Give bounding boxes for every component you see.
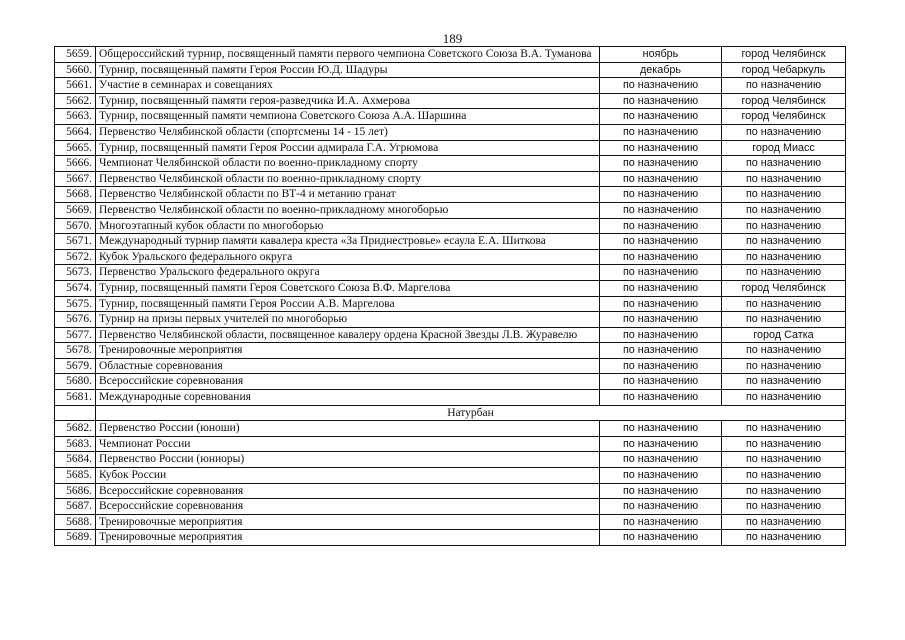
event-place: по назначению [722,312,846,328]
table-row [55,499,846,515]
table-row [55,421,846,437]
row-number: 5670. [55,218,96,234]
event-place: по назначению [722,390,846,406]
row-number: 5677. [55,327,96,343]
event-place: по назначению [722,265,846,281]
table-row [55,483,846,499]
event-place: по назначению [722,530,846,546]
table-row [55,390,846,406]
event-name: Международный турнир памяти кавалера креста «За Приднестровье» есаула Е.А. Шиткова [96,234,600,250]
event-name: Чемпионат Челябинской области по военно-прикладному спорту [96,156,600,172]
event-place: по назначению [722,374,846,390]
row-number: 5686. [55,483,96,499]
event-date: по назначению [600,218,722,234]
event-date: по назначению [600,202,722,218]
table-row [55,171,846,187]
event-place: город Миасс [722,140,846,156]
event-date: по назначению [600,78,722,94]
table-row [55,187,846,203]
table-row [55,436,846,452]
event-name: Международные соревнования [96,390,600,406]
event-name: Первенство Уральского федерального округа [96,265,600,281]
event-name: Турнир, посвященный памяти чемпиона Советского Союза А.А. Шаршина [96,109,600,125]
event-date: по назначению [600,265,722,281]
row-number: 5665. [55,140,96,156]
event-place: город Челябинск [722,93,846,109]
table-row [55,218,846,234]
table-row [55,296,846,312]
table-row [55,140,846,156]
event-name: Тренировочные мероприятия [96,514,600,530]
event-place: по назначению [722,156,846,172]
event-name: Турнир, посвященный памяти Героя России адмирала Г.А. Угрюмова [96,140,600,156]
row-number: 5669. [55,202,96,218]
event-place: по назначению [722,296,846,312]
table-row [55,234,846,250]
row-number: 5688. [55,514,96,530]
table-row [55,93,846,109]
table-row [55,468,846,484]
event-name: Первенство Челябинской области по военно-прикладному спорту [96,171,600,187]
events-table-body [55,47,846,546]
event-date: по назначению [600,514,722,530]
event-date: по назначению [600,140,722,156]
event-name: Первенство Челябинской области по военно-прикладному многоборью [96,202,600,218]
table-row [55,452,846,468]
event-place: по назначению [722,171,846,187]
row-number: 5666. [55,156,96,172]
event-date: по назначению [600,452,722,468]
event-place: по назначению [722,483,846,499]
table-row [55,358,846,374]
row-number: 5662. [55,93,96,109]
event-place: по назначению [722,421,846,437]
events-table [54,46,846,546]
row-number: 5685. [55,468,96,484]
event-date: декабрь [600,62,722,78]
row-number: 5664. [55,124,96,140]
event-place: по назначению [722,436,846,452]
event-name: Общероссийский турнир, посвященный памяти первого чемпиона Советского Союза В.А. Туманова [96,47,600,63]
event-place: город Челябинск [722,47,846,63]
row-number: 5681. [55,390,96,406]
section-header-row [55,405,846,421]
row-number: 5667. [55,171,96,187]
event-date: ноябрь [600,47,722,63]
event-name: Кубок Уральского федерального округа [96,249,600,265]
row-number: 5683. [55,436,96,452]
event-date: по назначению [600,343,722,359]
row-number: 5687. [55,499,96,515]
event-place: по назначению [722,468,846,484]
event-place: город Челябинск [722,280,846,296]
row-number: 5672. [55,249,96,265]
event-name: Турнир, посвященный памяти героя-разведчика И.А. Ахмерова [96,93,600,109]
event-date: по назначению [600,483,722,499]
event-date: по назначению [600,421,722,437]
event-date: по назначению [600,156,722,172]
table-row [55,343,846,359]
event-name: Участие в семинарах и совещаниях [96,78,600,94]
event-date: по назначению [600,468,722,484]
event-date: по назначению [600,499,722,515]
table-row [55,78,846,94]
event-place: по назначению [722,78,846,94]
event-date: по назначению [600,124,722,140]
event-name: Многоэтапный кубок области по многоборью [96,218,600,234]
event-name: Турнир, посвященный памяти Героя России А.В. Маргелова [96,296,600,312]
table-row [55,514,846,530]
event-name: Первенство России (юниоры) [96,452,600,468]
event-place: по назначению [722,187,846,203]
event-date: по назначению [600,296,722,312]
event-name: Первенство Челябинской области, посвященное кавалеру ордена Красной Звезды Л.В. Журавелю [96,327,600,343]
event-place: по назначению [722,218,846,234]
event-name: Турнир, посвященный памяти Героя Советского Союза В.Ф. Маргелова [96,280,600,296]
event-date: по назначению [600,249,722,265]
row-number: 5676. [55,312,96,328]
event-name: Всероссийские соревнования [96,499,600,515]
row-number: 5674. [55,280,96,296]
table-row [55,47,846,63]
row-number: 5661. [55,78,96,94]
event-place: город Челябинск [722,109,846,125]
event-date: по назначению [600,234,722,250]
event-place: город Чебаркуль [722,62,846,78]
event-date: по назначению [600,374,722,390]
event-place: по назначению [722,514,846,530]
row-number: 5682. [55,421,96,437]
table-row [55,530,846,546]
event-name: Тренировочные мероприятия [96,343,600,359]
event-date: по назначению [600,280,722,296]
event-place: по назначению [722,343,846,359]
event-place: по назначению [722,499,846,515]
event-date: по назначению [600,187,722,203]
row-number: 5668. [55,187,96,203]
row-number: 5663. [55,109,96,125]
event-date: по назначению [600,358,722,374]
event-name: Кубок России [96,468,600,484]
event-date: по назначению [600,312,722,328]
event-name: Турнир на призы первых учителей по многоборью [96,312,600,328]
event-name: Чемпионат России [96,436,600,452]
event-name: Всероссийские соревнования [96,483,600,499]
event-date: по назначению [600,93,722,109]
event-name: Турнир, посвященный памяти Героя России Ю.Д. Шадуры [96,62,600,78]
row-number: 5673. [55,265,96,281]
event-place: по назначению [722,452,846,468]
event-date: по назначению [600,390,722,406]
event-date: по назначению [600,171,722,187]
event-name: Первенство Челябинской области (спортсмены 14 - 15 лет) [96,124,600,140]
table-row [55,374,846,390]
event-place: город Сатка [722,327,846,343]
section-num-cell [55,405,96,421]
event-name: Тренировочные мероприятия [96,530,600,546]
table-row [55,109,846,125]
table-row [55,249,846,265]
table-row [55,202,846,218]
table-row [55,265,846,281]
section-title: Натурбан [96,405,846,421]
event-place: по назначению [722,234,846,250]
event-name: Первенство России (юноши) [96,421,600,437]
event-date: по назначению [600,530,722,546]
event-place: по назначению [722,202,846,218]
row-number: 5680. [55,374,96,390]
event-name: Первенство Челябинской области по ВТ-4 и метанию гранат [96,187,600,203]
row-number: 5675. [55,296,96,312]
row-number: 5659. [55,47,96,63]
event-name: Всероссийские соревнования [96,374,600,390]
event-place: по назначению [722,358,846,374]
table-row [55,62,846,78]
row-number: 5671. [55,234,96,250]
table-row [55,124,846,140]
page-number: 189 [442,31,463,46]
event-name: Областные соревнования [96,358,600,374]
event-date: по назначению [600,327,722,343]
table-row [55,280,846,296]
event-date: по назначению [600,109,722,125]
event-place: по назначению [722,124,846,140]
table-row [55,156,846,172]
row-number: 5679. [55,358,96,374]
row-number: 5660. [55,62,96,78]
row-number: 5678. [55,343,96,359]
table-row [55,327,846,343]
row-number: 5689. [55,530,96,546]
event-date: по назначению [600,436,722,452]
table-row [55,312,846,328]
event-place: по назначению [722,249,846,265]
row-number: 5684. [55,452,96,468]
